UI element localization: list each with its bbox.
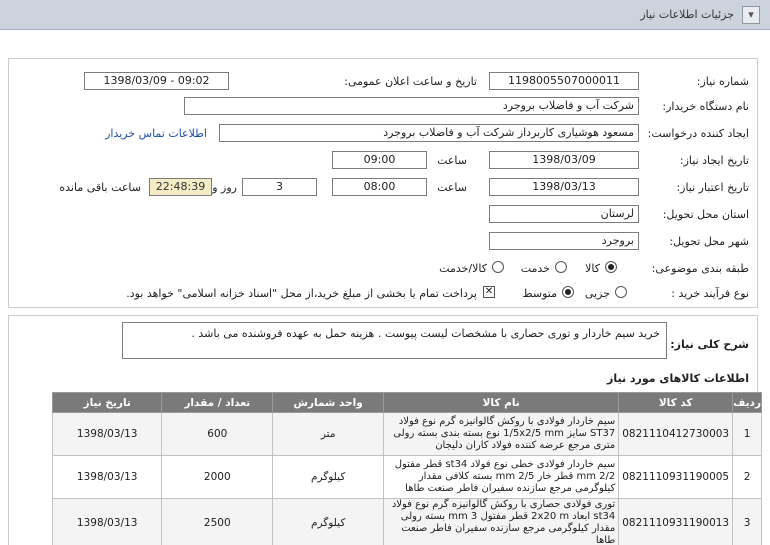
process-option-minor: جزیی	[584, 287, 610, 300]
table-row	[53, 456, 762, 499]
category-radio-goods[interactable]	[605, 261, 617, 273]
goods-code: 0821110931190005	[619, 456, 733, 499]
requester-label: ایجاد کننده درخواست:	[647, 127, 749, 140]
goods-name: سیم خاردار فولادی خطی نوع فولاد st34 قطر مفتول 2/2 mm قطر خار 2/5 mm بسته کلافی مقدار کیلوگرمی مرجع سازنده سفیران فاطر صنعت طاها	[384, 456, 619, 499]
summary-text: خرید سیم خاردار و توری حصاری با مشخصات لیست پیوست . هزینه حمل به عهده فروشنده می باشد .	[122, 322, 667, 359]
table-row	[53, 413, 762, 456]
payment-note: پرداخت تمام یا بخشی از مبلغ خرید،از محل "اسناد خزانه اسلامی" خواهد بود.	[126, 287, 477, 300]
need-number-field: 1198005507000011	[489, 72, 639, 90]
category-radio-both[interactable]	[492, 261, 504, 273]
goods-date: 1398/03/13	[53, 413, 162, 456]
goods-code: 0821110412730003	[619, 413, 733, 456]
col-code: کد کالا	[619, 393, 733, 413]
goods-table-header	[53, 393, 762, 413]
col-unit: واحد شمارش	[273, 393, 384, 413]
category-option-goods: کالا	[585, 262, 600, 275]
treasury-payment-checkbox[interactable]: ✕	[484, 286, 494, 297]
summary-label: شرح کلی نیاز:	[670, 338, 749, 351]
buyer-org-field: شرکت آب و فاضلاب بروجرد	[184, 97, 639, 115]
create-time-label: ساعت	[437, 154, 467, 167]
province-label: استان محل تحویل:	[662, 208, 749, 221]
process-label: نوع فرآیند خرید :	[671, 287, 749, 300]
goods-unit: کیلوگرم	[273, 456, 384, 499]
col-row: ردیف	[733, 393, 762, 413]
need-number-label: شماره نیاز:	[696, 75, 749, 88]
buyer-org-label: نام دستگاه خریدار:	[662, 100, 749, 113]
remaining-time-field: 22:48:39	[149, 178, 212, 196]
category-option-service: خدمت	[520, 262, 550, 275]
page-header	[0, 0, 770, 30]
goods-qty: 2500	[162, 499, 273, 545]
goods-table	[52, 392, 762, 545]
col-date: تاریخ نیاز	[53, 393, 162, 413]
days-left-field: 3	[242, 178, 317, 196]
city-field: بروجرد	[489, 232, 639, 250]
row-number: 3	[733, 499, 762, 545]
remaining-time-label: ساعت باقی مانده	[59, 181, 141, 194]
days-and-label: روز و	[212, 181, 237, 194]
goods-date: 1398/03/13	[53, 456, 162, 499]
province-field: لرستان	[489, 205, 639, 223]
process-option-medium: متوسط	[522, 287, 557, 300]
goods-date: 1398/03/13	[53, 499, 162, 545]
goods-name: توری فولادی حصاری با روکش گالوانیزه گرم نوع فولاد st34 ابعاد 2x20 m قطر مفتول 3 mm بسته رولی مقدار کیلوگرمی مرجع سازنده سفیران فاطر صنعت طاها	[384, 499, 619, 545]
process-radio-minor[interactable]	[615, 286, 627, 298]
goods-unit: کیلوگرم	[273, 499, 384, 545]
table-row	[53, 499, 762, 545]
category-label: طبقه بندی موضوعی:	[651, 262, 749, 275]
validity-date-label: تاریخ اعتبار نیاز:	[676, 181, 749, 194]
page-title: جزئیات اطلاعات نیاز	[640, 8, 734, 21]
goods-qty: 600	[162, 413, 273, 456]
category-radio-service[interactable]	[555, 261, 567, 273]
process-radio-medium[interactable]	[562, 286, 574, 298]
col-name: نام کالا	[384, 393, 619, 413]
announce-label: تاریخ و ساعت اعلان عمومی:	[344, 75, 477, 88]
create-time-field: 09:00	[332, 151, 427, 169]
validity-time-field: 08:00	[332, 178, 427, 196]
buyer-contact-link[interactable]: اطلاعات تماس خریدار	[105, 127, 207, 140]
goods-unit: متر	[273, 413, 384, 456]
city-label: شهر محل تحویل:	[669, 235, 749, 248]
row-number: 1	[733, 413, 762, 456]
announce-field: 1398/03/09 - 09:02	[84, 72, 229, 90]
create-date-field: 1398/03/09	[489, 151, 639, 169]
goods-name: سیم خاردار فولادی با روکش گالوانیزه گرم نوع فولاد ST37 سایز 1/5x2/5 mm نوع بسته بندی بسته رولی متری مرجع عرضه کننده فولاد کاران دلیجان	[384, 413, 619, 456]
goods-section-title: اطلاعات کالاهای مورد نیاز	[607, 372, 749, 385]
collapse-icon[interactable]: ▾	[742, 6, 760, 24]
goods-code: 0821110931190013	[619, 499, 733, 545]
requester-field: مسعود هوشیاری کاربرداز شرکت آب و فاضلاب بروجرد	[219, 124, 639, 142]
col-qty: تعداد / مقدار	[162, 393, 273, 413]
validity-time-label: ساعت	[437, 181, 467, 194]
row-number: 2	[733, 456, 762, 499]
need-info-panel	[8, 58, 758, 308]
goods-qty: 2000	[162, 456, 273, 499]
validity-date-field: 1398/03/13	[489, 178, 639, 196]
category-option-both: کالا/خدمت	[439, 262, 487, 275]
create-date-label: تاریخ ایجاد نیاز:	[679, 154, 749, 167]
